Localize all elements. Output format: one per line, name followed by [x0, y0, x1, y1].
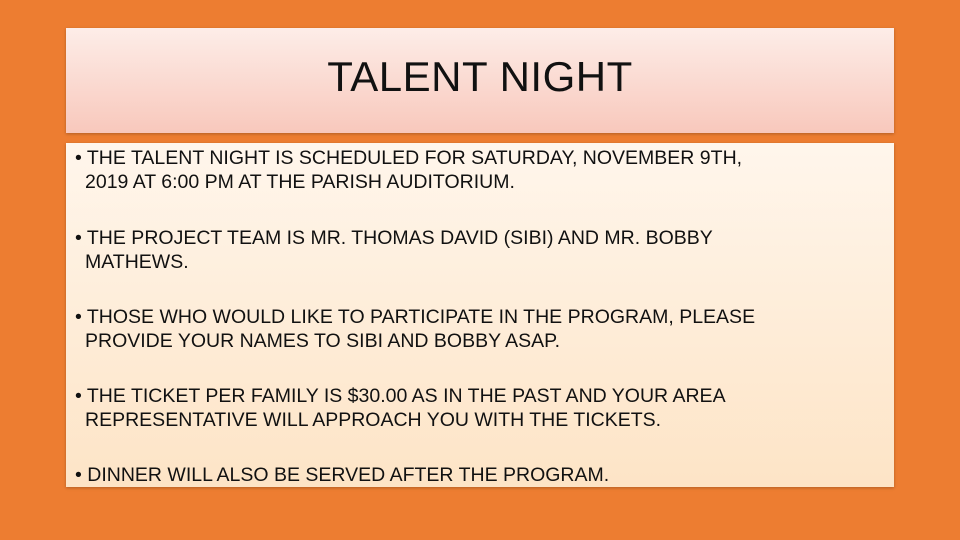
- bullet-project-team-line2: MATHEWS.: [85, 251, 189, 273]
- bullet-participate-line1: • THOSE WHO WOULD LIKE TO PARTICIPATE IN THE PROGRAM, PLEASE: [75, 306, 756, 328]
- bullet-dinner-line1: • DINNER WILL ALSO BE SERVED AFTER THE PROGRAM.: [75, 464, 610, 486]
- bullet-schedule-line1: • THE TALENT NIGHT IS SCHEDULED FOR SATURDAY, NOVEMBER 9TH,: [75, 147, 743, 169]
- bullet-ticket-line2: REPRESENTATIVE WILL APPROACH YOU WITH THE TICKETS.: [85, 409, 662, 431]
- title-box: [66, 28, 894, 133]
- bullet-project-team-line1: • THE PROJECT TEAM IS MR. THOMAS DAVID (SIBI) AND MR. BOBBY: [75, 227, 713, 249]
- content-box: [66, 143, 894, 487]
- bullet-schedule: [76, 146, 876, 194]
- slide-title: TALENT NIGHT: [327, 52, 633, 100]
- bullet-ticket: [76, 384, 876, 432]
- bullet-participate: [76, 305, 876, 353]
- bullet-dinner: [76, 463, 876, 487]
- bullet-project-team: [76, 226, 876, 274]
- bullet-schedule-line2: 2019 AT 6:00 PM AT THE PARISH AUDITORIUM.: [85, 171, 515, 193]
- bullet-ticket-line1: • THE TICKET PER FAMILY IS $30.00 AS IN THE PAST AND YOUR AREA: [75, 385, 726, 407]
- bullet-participate-line2: PROVIDE YOUR NAMES TO SIBI AND BOBBY ASAP.: [85, 330, 561, 352]
